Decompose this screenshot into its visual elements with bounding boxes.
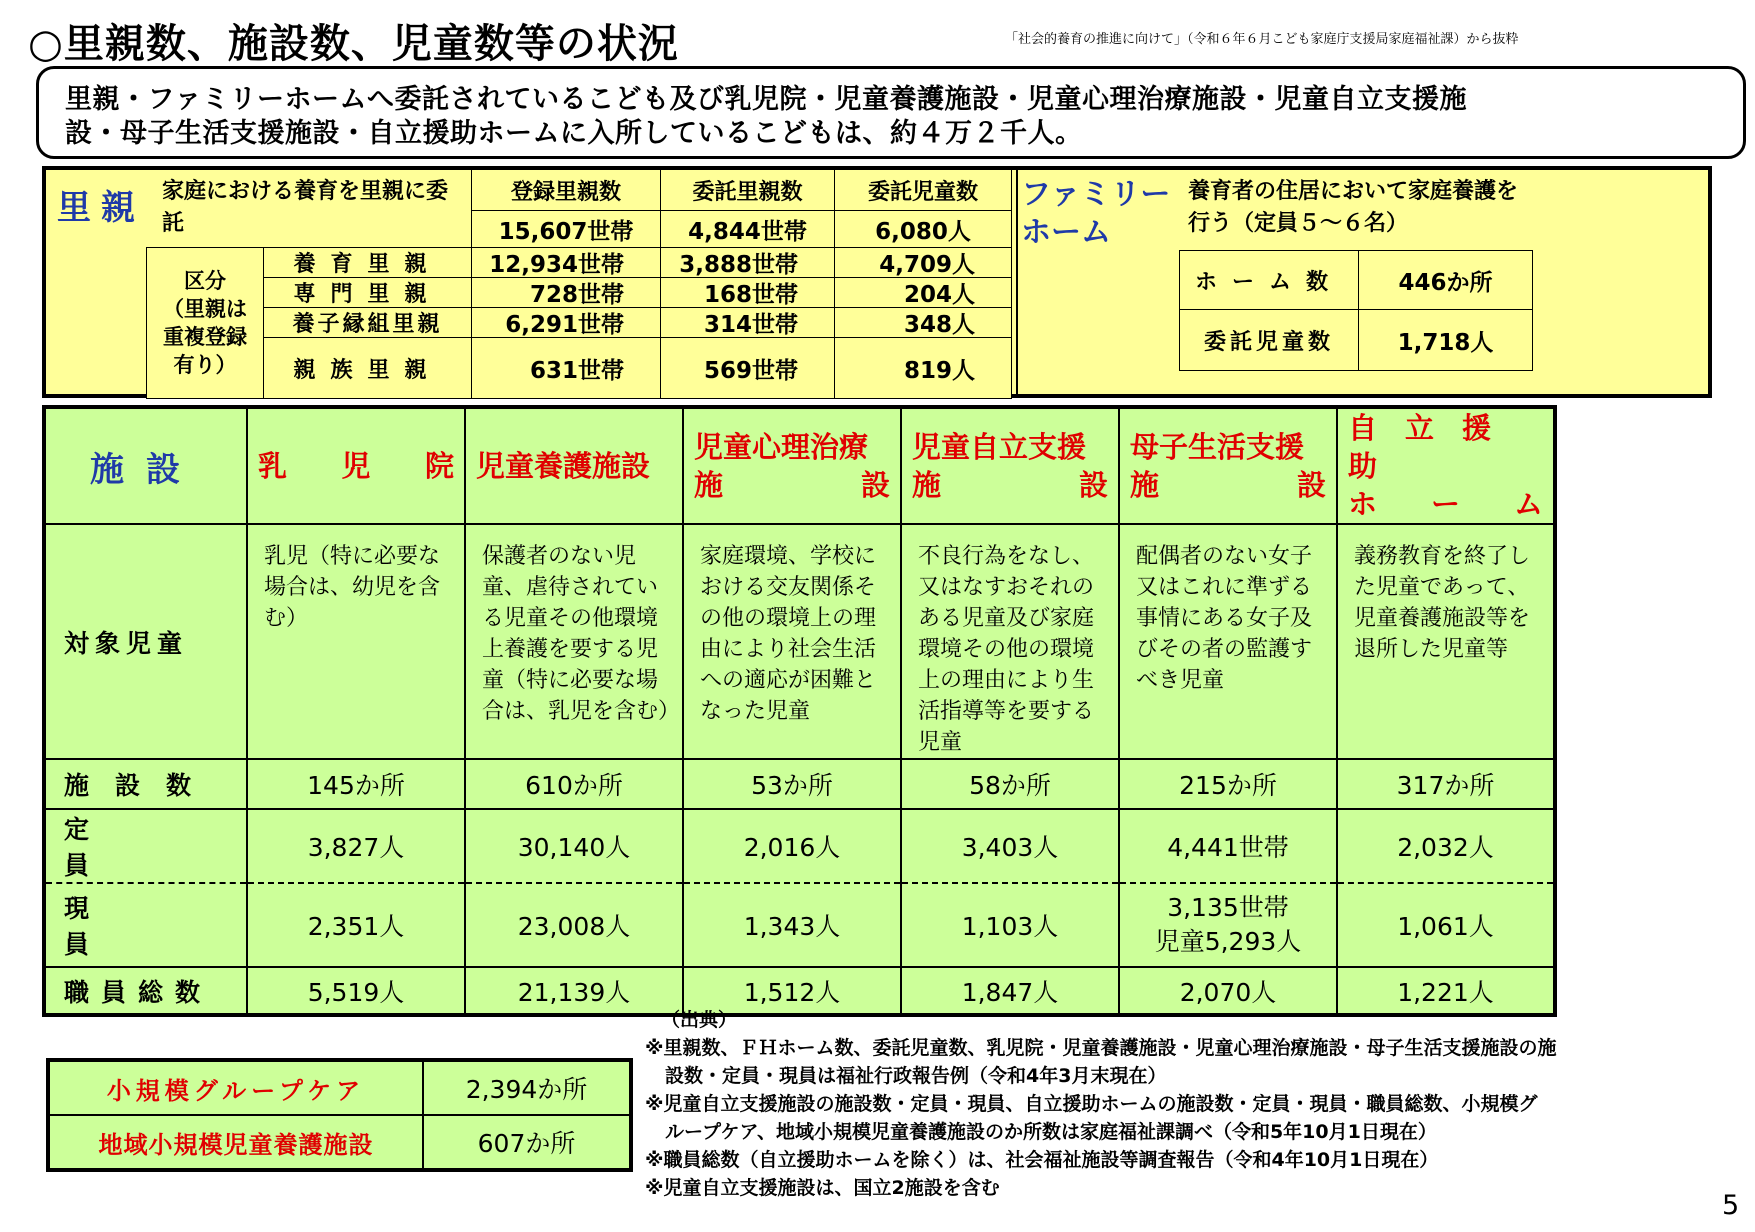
- small-scale-table: [46, 1058, 633, 1172]
- facility-capacity: 2,032人: [1337, 809, 1555, 883]
- foster-row-name: 養育里親: [263, 247, 472, 278]
- target-children-cell: 保護者のない児童、虐待されている児童その他環境上養護を要する児童（特に必要な場合は、乳児を含む）: [465, 524, 683, 759]
- foster-row-entrusted: 168世帯: [660, 277, 835, 308]
- foster-row-children: 348人: [834, 307, 1012, 338]
- facility-name-independence-support: 児童自立支援 施 設: [901, 407, 1119, 524]
- source-item: ※職員総数（自立援助ホームを除く）は、社会福祉施設等調査報告（令和4年10月1日現在）: [645, 1149, 1439, 1171]
- foster-total-children: 6,080人: [834, 210, 1012, 248]
- facility-staff: 1,847人: [901, 967, 1119, 1015]
- foster-row-children: 819人: [834, 337, 1012, 399]
- target-children-cell: 配偶者のない女子又はこれに準ずる事情にある女子及びその者の監護すべき児童: [1119, 524, 1337, 759]
- foster-row-children: 204人: [834, 277, 1012, 308]
- foster-row-entrusted: 569世帯: [660, 337, 835, 399]
- target-children-cell: 義務教育を終了した児童であって、児童養護施設等を退所した児童等: [1337, 524, 1555, 759]
- facilities-header-label: 施設: [44, 407, 247, 524]
- facility-name-psych-treatment: 児童心理治療 施 設: [683, 407, 901, 524]
- foster-row-entrusted: 3,888世帯: [660, 247, 835, 278]
- facilities-table: [42, 405, 1557, 1017]
- foster-header-registered: 登録里親数: [471, 169, 661, 211]
- facility-count: 58か所: [901, 759, 1119, 809]
- facility-capacity: 4,441世帯: [1119, 809, 1337, 883]
- facility-capacity: 30,140人: [465, 809, 683, 883]
- row-label-capacity: 定員: [44, 809, 247, 883]
- facility-count: 215か所: [1119, 759, 1337, 809]
- page-number: 5: [1722, 1190, 1740, 1221]
- facility-count: 145か所: [247, 759, 465, 809]
- foster-row-children: 4,709人: [834, 247, 1012, 278]
- source-item: ※児童自立支援施設は、国立2施設を含む: [645, 1177, 1000, 1199]
- foster-label: 里親: [46, 170, 156, 238]
- facility-staff: 1,512人: [683, 967, 901, 1015]
- foster-total-registered: 15,607世帯: [471, 210, 661, 248]
- source-item: ※里親数、ＦＨホーム数、委託児童数、乳児院・児童養護施設・児童心理治療施設・母子生活支援施設の施: [645, 1037, 1557, 1059]
- facility-name-mother-child: 母子生活支援 施 設: [1119, 407, 1337, 524]
- foster-parent-block: [42, 166, 1712, 398]
- source-item: ループケア、地域小規模児童養護施設のか所数は家庭福祉課調べ（令和5年10月1日現在）: [665, 1121, 1437, 1143]
- target-children-cell: 乳児（特に必要な場合は、幼児を含む）: [247, 524, 465, 759]
- facility-name-infant-home: 乳 児 院: [247, 407, 465, 524]
- facility-staff: 1,221人: [1337, 967, 1555, 1015]
- summary-box: [36, 66, 1746, 159]
- foster-row-registered: 728世帯: [471, 277, 661, 308]
- source-item: 設数・定員・現員は福祉行政報告例（令和4年3月末現在）: [665, 1065, 1167, 1087]
- divider: [1016, 170, 1018, 398]
- family-home-children-label: 委託児童数: [1179, 309, 1359, 371]
- facility-count: 53か所: [683, 759, 901, 809]
- foster-category-label: 区分 （里親は 重複登録 有り）: [146, 247, 264, 399]
- facility-staff: 2,070人: [1119, 967, 1337, 1015]
- family-home-children: 1,718人: [1358, 309, 1533, 371]
- small-group-care-value: 2,394か所: [423, 1060, 631, 1115]
- regional-small-home-value: 607か所: [423, 1115, 631, 1170]
- facility-current: 23,008人: [465, 883, 683, 967]
- facility-current: 3,135世帯 児童5,293人: [1119, 883, 1337, 967]
- small-group-care-label: 小規模グループケア: [48, 1060, 423, 1115]
- family-home-count: 446か所: [1358, 250, 1533, 310]
- facility-count: 317か所: [1337, 759, 1555, 809]
- source-item: ※児童自立支援施設の施設数・定員・現員、自立援助ホームの施設数・定員・現員・職員総数、小規模グ: [645, 1093, 1538, 1115]
- foster-row-registered: 12,934世帯: [471, 247, 661, 278]
- facility-current: 1,061人: [1337, 883, 1555, 967]
- facility-capacity: 3,827人: [247, 809, 465, 883]
- target-children-cell: 家庭環境、学校における交友関係その他の環境上の理由により社会生活への適応が困難となった児童: [683, 524, 901, 759]
- family-home-description: 養育者の住居において家庭養護を行う（定員５～６名）: [1184, 176, 1529, 246]
- sources-notes: [645, 1006, 1735, 1202]
- facility-capacity: 2,016人: [683, 809, 901, 883]
- foster-row-registered: 631世帯: [471, 337, 661, 399]
- facility-current: 1,343人: [683, 883, 901, 967]
- row-label-staff: 職員総数: [44, 967, 247, 1015]
- sources-heading: （出典）: [661, 1009, 738, 1031]
- summary-line-1: 里親・ファミリーホームへ委託されているこども及び乳児院・児童養護施設・児童心理治療施設・児童自立支援施: [65, 84, 1467, 115]
- facility-staff: 5,519人: [247, 967, 465, 1015]
- target-children-cell: 不良行為をなし、又はなすおそれのある児童及び家庭環境その他の環境上の理由により生活指導等を要する児童: [901, 524, 1119, 759]
- facility-current: 2,351人: [247, 883, 465, 967]
- foster-header-entrusted: 委託里親数: [660, 169, 835, 211]
- row-label-current: 現員: [44, 883, 247, 967]
- foster-description: 家庭における養育を里親に委託: [158, 176, 468, 242]
- foster-total-entrusted: 4,844世帯: [660, 210, 835, 248]
- source-note: 「社会的養育の推進に向けて」（令和６年６月こども家庭庁支援局家庭福祉課）から抜粋: [1005, 32, 1519, 47]
- facility-name-childrens-home: 児童養護施設: [465, 407, 683, 524]
- facility-name-self-reliance-home: 自立援助 ホ ー ム: [1337, 407, 1555, 524]
- foster-row-entrusted: 314世帯: [660, 307, 835, 338]
- foster-row-name: 養子縁組里親: [263, 307, 472, 338]
- summary-line-2: 設・母子生活支援施設・自立援助ホームに入所しているこどもは、約４万２千人。: [65, 118, 1083, 149]
- family-home-count-label: ホーム数: [1179, 250, 1359, 310]
- facility-count: 610か所: [465, 759, 683, 809]
- foster-row-registered: 6,291世帯: [471, 307, 661, 338]
- facility-current: 1,103人: [901, 883, 1119, 967]
- page-title: ○里親数、施設数、児童数等の状況: [28, 21, 679, 67]
- family-home-label: ファミリー ホーム: [1021, 174, 1181, 254]
- foster-row-name: 親族里親: [263, 337, 472, 399]
- facility-capacity: 3,403人: [901, 809, 1119, 883]
- row-label-count: 施設数: [44, 759, 247, 809]
- regional-small-home-label: 地域小規模児童養護施設: [48, 1115, 423, 1170]
- row-label-target: 対象児童: [44, 524, 247, 759]
- facility-staff: 21,139人: [465, 967, 683, 1015]
- foster-row-name: 専門里親: [263, 277, 472, 308]
- foster-header-children: 委託児童数: [834, 169, 1012, 211]
